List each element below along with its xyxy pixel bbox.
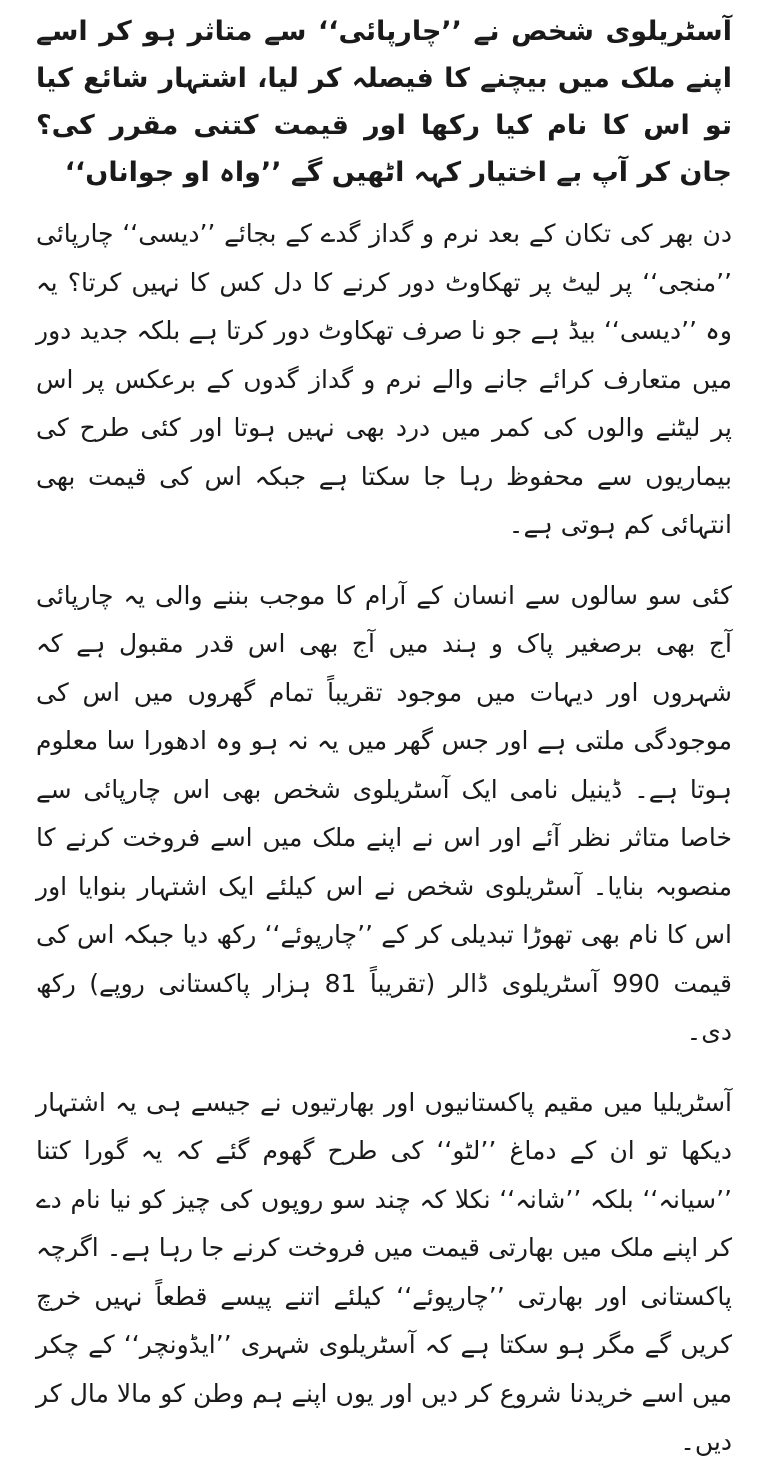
article-paragraph-1: دن بھر کی تکان کے بعد نرم و گداز گدے کے بجائے ’’دیسی‘‘ چارپائی ’’منجی‘‘ پر لیٹ پر تھکاوٹ دور کرنے کا دل کس کا نہیں کرتا؟ یہ وہ ’’دیسی‘‘ بیڈ ہے جو نا صرف تھکاوٹ دور کرتا ہے بلکہ جدید دور میں متعارف کرائے جانے والے نرم و گداز گدوں کے برعکس پر اس پر لیٹنے والوں کی کمر میں درد بھی نہیں ہوتا اور کئی طرح کی بیماریوں سے محفوظ رہا جا سکتا ہے جبکہ اس کی قیمت بھی انتہائی کم ہوتی ہے۔ xyxy=(36,219,732,539)
article-headline: آسٹریلوی شخص نے ’’چارپائی‘‘ سے متاثر ہو کر اسے اپنے ملک میں بیچنے کا فیصلہ کر لیا، اشتہار شائع کیا تو اس کا نام کیا رکھا اور قیمت کتنی مقرر کی؟ جان کر آپ بے اختیار کہہ اٹھیں گے ’’واہ او جواناں‘‘ xyxy=(36,16,732,188)
article-paragraph-3: آسٹریلیا میں مقیم پاکستانیوں اور بھارتیوں نے جیسے ہی یہ اشتہار دیکھا تو ان کے دماغ ’’لٹو‘‘ کی طرح گھوم گئے کہ یہ گورا کتنا ’’سیانہ‘‘ بلکہ ’’شانہ‘‘ نکلا کہ چند سو روپوں کی چیز کو نیا نام دے کر اپنے ملک میں بھارتی قیمت میں فروخت کرنے جا رہا ہے۔ اگرچہ پاکستانی اور بھارتی ’’چارپوئے‘‘ کیلئے اتنے پیسے قطعاً نہیں خرچ کریں گے مگر ہو سکتا ہے کہ آسٹریلوی شہری ’’ایڈونچر‘‘ کے چکر میں اسے خریدنا شروع کر دیں اور یوں اپنے ہم وطن کو مالا مال کر دیں۔ xyxy=(36,1087,732,1456)
article-paragraph-2: کئی سو سالوں سے انسان کے آرام کا موجب بننے والی یہ چارپائی آج بھی برصغیر پاک و ہند میں آج بھی اس قدر مقبول ہے کہ شہروں اور دیہات میں موجود تقریباً تمام گھروں میں اس کی موجودگی ملتی ہے اور جس گھر میں یہ نہ ہو وہ ادھورا سا معلوم ہوتا ہے۔ ڈینیل نامی ایک آسٹریلوی شخص بھی اس چارپائی سے خاصا متاثر نظر آئے اور اس نے اپنے ملک میں اسے فروخت کرنے کا منصوبہ بنایا۔ آسٹریلوی شخص نے اس کیلئے ایک اشتہار بنوایا اور اس کا نام بھی تھوڑا تبدیلی کر کے ’’چارپوئے‘‘ رکھ دیا جبکہ اس کی قیمت 990 آسٹریلوی ڈالر (تقریباً 81 ہزار پاکستانی روپے) رکھ دی۔ xyxy=(36,580,732,1046)
